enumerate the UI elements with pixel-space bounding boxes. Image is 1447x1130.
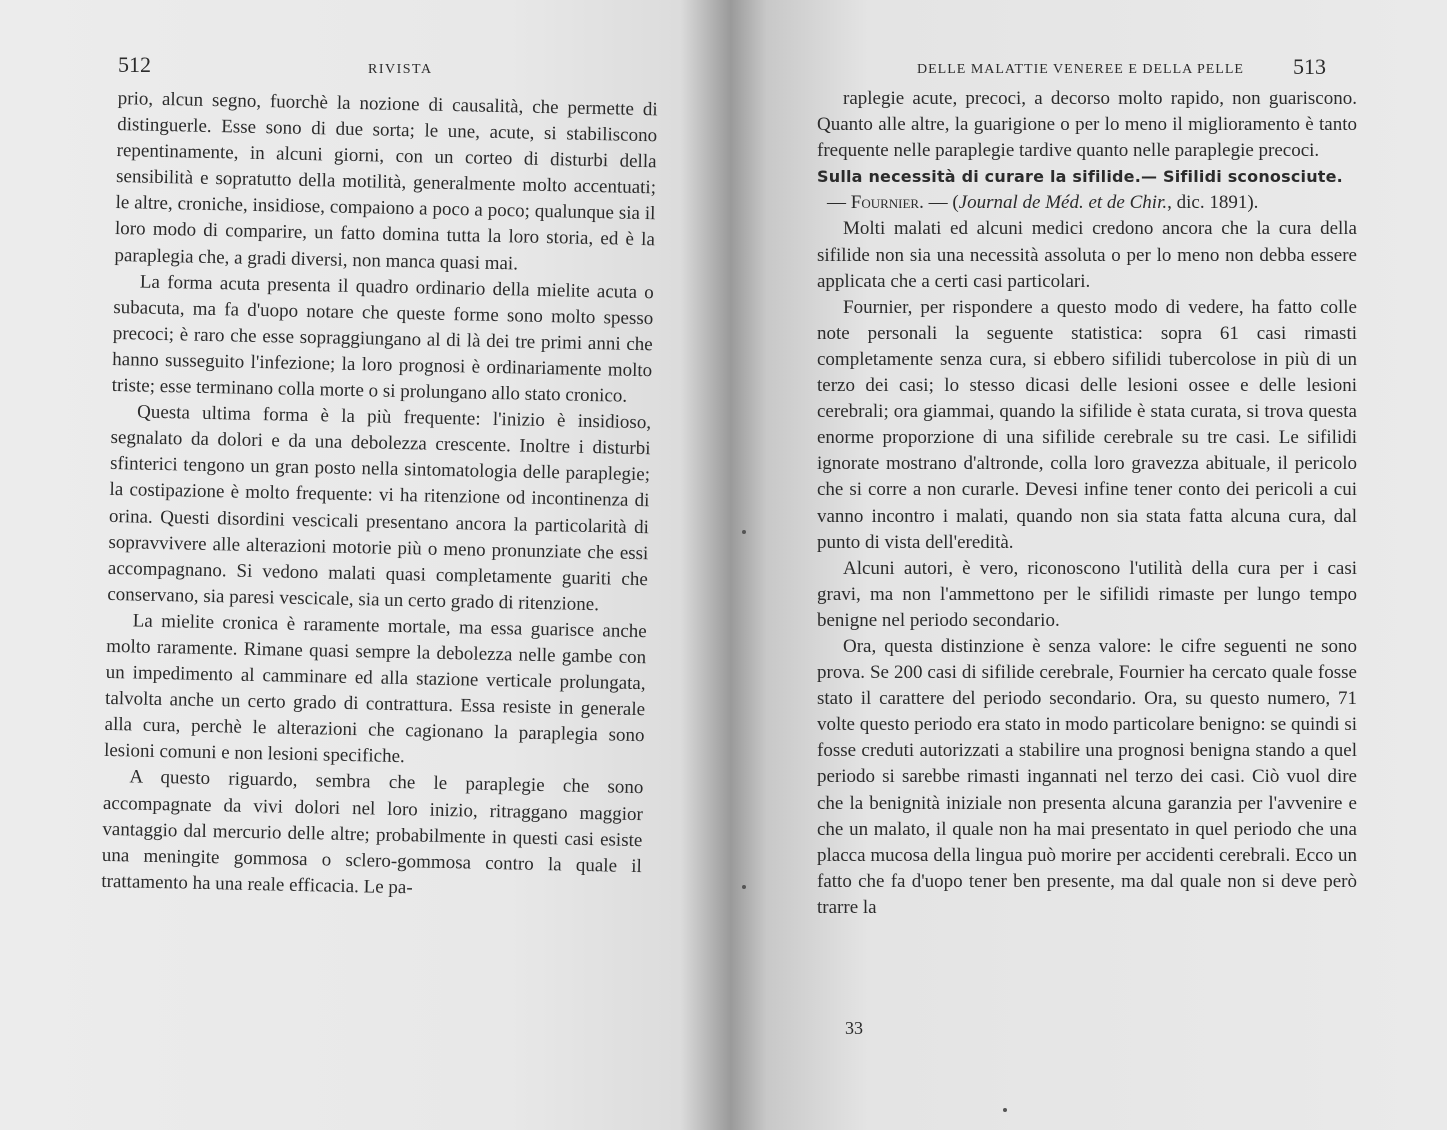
citation-date: , dic. 1891).: [1167, 192, 1259, 214]
ink-speck: [742, 530, 746, 534]
paragraph: Questa ultima forma è la più frequente: l'inizio è insidioso, segnalato da dolori e da una debolezza crescente. Inoltre i disturbi sfinterici tengono un gran posto nella sintomatologia delle paraplegie; la costipazione è molto frequente: vi ha ritenzione od incontinenza di orina. Questi disordini vescicali presentano ancora la particolarità di sopravvivere alle alterazioni motorie più o meno pronunziate che essi accompagnano. Si vedono malati quasi completamente guariti che conservano, sia paresi vescicale, sia un certo grado di ritenzione.: [107, 401, 652, 615]
paragraph: raplegie acute, precoci, a decorso molto rapido, non guariscono. Quanto alle altre, la guarigione o per lo meno il miglioramento è tanto frequente nelle paraplegie tardive quanto nelle paraplegie precoci.: [817, 88, 1357, 162]
page-number: 512: [118, 52, 151, 77]
article-citation: [817, 190, 1357, 216]
citation-separator: — (: [923, 192, 959, 214]
paragraph: Molti malati ed alcuni medici credono ancora che la cura della sifilide non sia una necessità assoluta o per lo meno non debba essere applicata che a certi casi particolari.: [817, 218, 1357, 292]
paragraph: La forma acuta presenta il quadro ordinario della mielite acuta o subacuta, ma fa d'uopo notare che queste forme sono molto spesso precoci; è raro che esse sopraggiungano al di là dei tre primi anni che hanno susseguito l'infezione; la loro prognosi è ordinariamente molto triste; esse terminano colla morte o si prolungano allo stato cronico.: [111, 271, 655, 407]
page-body: [101, 86, 658, 906]
article-heading: Sulla necessità di curare la sifilide.— Sifilidi sconosciute.: [817, 167, 1343, 187]
left-page: [0, 0, 720, 1130]
page-number: 513: [1293, 54, 1326, 79]
paragraph: Ora, questa distinzione è senza valore: le cifre seguenti ne sono prova. Se 200 casi di sifilide cerebrale, Fournier ha cercato quale fosse stato il carattere del periodo secondario. Ora, su questo numero, 71 volte questo periodo era stato in modo particolare benigno: se quindi si fosse creduti autorizzati a stabilire una prognosi benigna stando a quel periodo si sarebbe rimasti ingannati nel terzo dei casi. Ciò vuol dire che la benignità iniziale non presenta alcuna garanzia per l'avvenire e che un malato, il quale non ha mai presentato in quel periodo che una placca mucosa della lingua può morire per accidenti cerebrali. Ecco un fatto che fa d'uopo tener ben presente, ma dal quale non si deve però trarre la: [817, 635, 1357, 918]
citation-journal: Journal de Méd. et de Chir.: [958, 192, 1168, 214]
paragraph: La mielite cronica è raramente mortale, ma essa guarisce anche molto raramente. Rimane quasi sempre la debolezza nelle gambe con un impedimento al camminare ed alla stazione verticale prolungata, talvolta anche un certo grado di contrattura. Essa resiste in generale alla cura, perchè le alterazioni che cagionano la paraplegia sono lesioni comuni e non lesioni specifiche.: [103, 610, 647, 768]
running-title: RIVISTA: [368, 62, 433, 77]
paragraph: Fournier, per rispondere a questo modo di vedere, ha fatto colle note personali la seguente statistica: sopra 61 casi rimasti completamente senza cura, si ebbero sifilidi tubercolose in più di un terzo dei casi; lo stesso dicasi delle lesioni ossee e delle lesioni cerebrali; ora giammai, quando la sifilide è stata curata, si trova questa enorme proporzione di una sifilide cerebrale su tre casi. Le sifilidi ignorate mostrano d'altronde, colla loro gravezza abituale, il pericolo che si corre a non curarle. Devesi infine tener conto dei pericoli a cui vanno incontro i malati, quando non sia stata fatta alcuna cura, dal punto di vista dell'eredità.: [817, 296, 1357, 553]
citation-dash: —: [827, 192, 851, 214]
paragraph: Alcuni autori, è vero, riconoscono l'utilità della cura per i casi gravi, ma non l'ammettono per le sifilidi rimaste per lungo tempo benigne nel periodo secondario.: [817, 557, 1357, 631]
paragraph: prio, alcun segno, fuorchè la nozione di causalità, che permette di distinguerle. Esse sono di due sorta; le une, acute, si stabiliscono repentinamente, in alcuni giorni, con un corteo di disturbi della sensibilità e sopratutto della motilità, generalmente molto accentuati; le altre, croniche, insidiose, compaiono a poco a poco; qualunque sia il loro modo di comparire, un fatto domina tutta la loro storia, ed è la paraplegia che, a gradi diversi, non manca quasi mai.: [114, 87, 658, 274]
signature-mark: 33: [845, 1018, 863, 1038]
citation-author: Fournier.: [850, 192, 924, 214]
right-page: [735, 0, 1447, 1130]
page-body: [817, 86, 1357, 921]
paragraph: A questo riguardo, sembra che le paraplegie che sono accompagnate da vivi dolori nel loro inizio, ritraggano maggior vantaggio dal mercurio delle altre; probabilmente in questi casi esiste una meningite gommosa o sclero-gommosa contro la quale il trattamento ha una reale efficacia. Le pa-: [101, 766, 644, 899]
ink-speck: [742, 885, 746, 889]
running-title: DELLE MALATTIE VENEREE E DELLA PELLE: [917, 62, 1244, 77]
ink-speck: [1003, 1108, 1007, 1112]
